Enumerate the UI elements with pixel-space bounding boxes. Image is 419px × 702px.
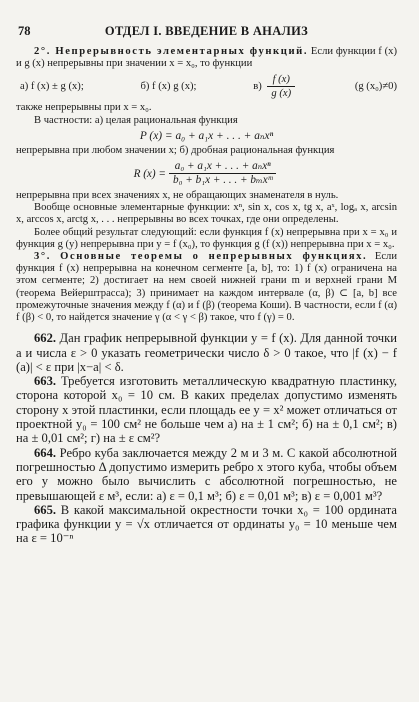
rational-note: непрерывна при всех значениях x, не обращающих знаменателя в нуль. <box>16 190 339 202</box>
polynomial-note: непрерывна при любом значении x; б) дробная рациональная функция <box>16 144 335 156</box>
rational-numerator: a₀ + a₁x + . . . + aₙxⁿ <box>169 160 276 174</box>
page-header <box>16 24 397 40</box>
rational-denominator: b₀ + b₁x + . . . + bₘxᵐ <box>172 174 273 187</box>
problem-text: В какой максимальной окрестности точки x₀ = 100 ордината графика функции y = √x отличается от ординаты y₀ = 10 меньше чем на ε = 10⁻ⁿ <box>16 502 398 546</box>
problem-number: 662. <box>34 331 57 346</box>
rational-fraction <box>169 160 276 187</box>
problem-number: 663. <box>34 374 57 389</box>
section-3-heading: 3°. Основные теоремы о непрерывных функциях. <box>34 251 368 263</box>
problem-number: 664. <box>34 445 57 460</box>
problem-665 <box>16 503 397 546</box>
case-c <box>253 73 298 100</box>
page-body <box>16 46 397 546</box>
section-3 <box>16 251 397 324</box>
case-b: б) f (x) g (x); <box>140 81 197 93</box>
chapter-title: ОТДЕЛ I. ВВЕДЕНИЕ В АНАЛИЗ <box>104 24 309 38</box>
case-c-fraction <box>267 73 295 100</box>
case-a: а) f (x) ± g (x); <box>20 81 84 93</box>
rational-formula <box>16 160 397 187</box>
particular-text: В частности: а) целая рациональная функция <box>34 114 238 126</box>
problem-text: Требуется изготовить металлическую квадратную пластинку, сторона которой x₀ = 10 см. В каких пределах допустимо изменять сторону x этой пластинки, если площадь ее y = x² может отличаться от проектной y₀ = 100 см² не больше чем а) на ± 1 см²; б) на ± 0,1 см²; в) на ± 0,01 см²; г) на ± ε см²? <box>16 374 397 446</box>
section-3-text: Если функция f (x) непрерывна на конечном сегменте [a, b], то: 1) f (x) ограничена на этом сегменте; 2) достигает на нем своей нижней грани m и верхней грани M (теорема Вейерштрасса); 3) принимает на каждом интервале (α, β) ⊂ [a, b] все промежуточные значения между f (α) и f (β) (теорема Коши). В частности, если f (α) f (β) < 0, то найдется значение γ (α < γ < β) такое, что f (γ) = 0. <box>16 251 398 324</box>
case-c-denominator: g (x) <box>271 88 292 100</box>
section-2-intro <box>16 46 397 70</box>
problem-663 <box>16 374 397 445</box>
problem-number: 665. <box>34 502 57 517</box>
case-c-condition: (g (x₀)≠0) <box>354 81 397 93</box>
general-result-text: Более общий результат следующий: если функция f (x) непрерывна при x = x₀ и функция g (y) непрерывна при y = f (x₀), то функция g (f (x)) непрерывна при x = x₀. <box>16 226 397 250</box>
case-c-label: в) <box>253 81 262 93</box>
section-2-heading: 2°. Непрерывность элементарных функций. <box>34 46 309 57</box>
basic-functions-text: Вообще основные элементарные функции: xⁿ, sin x, cos x, tg x, aˣ, logₐ x, arcsin x, arccos x, arctg x, . . . непрерывны во всех точках, где они определены. <box>16 202 397 226</box>
problem-text: Дан график непрерывной функции y = f (x). Для данной точки a и числа ε > 0 указать геометрически число δ > 0 такое, что |f (x) − f (a)| < ε при |x−a| < δ. <box>16 331 397 374</box>
problem-662 <box>16 331 397 374</box>
problem-text: Ребро куба заключается между 2 м и 3 м. С какой абсолютной погрешностью Δ допустимо измерить ребро x этого куба, чтобы объем его y можно было вычислить с абсолютной погрешностью, не превышающей ε м³, если: а) ε = 0,1 м³; б) ε = 0,01 м³; в) ε = 0,001 м³? <box>16 445 397 503</box>
page-number: 78 <box>18 24 31 38</box>
case-c-numerator: f (x) <box>267 73 295 87</box>
rational-lhs: R (x) = <box>133 167 166 180</box>
after-cases-text: также непрерывны при x = x₀. <box>16 102 152 114</box>
continuity-cases <box>20 73 397 100</box>
polynomial-formula: P (x) = a₀ + a₁x + . . . + aₙxⁿ <box>139 129 274 142</box>
section-2-intro-text: Если функции f (x) и g (x) непрерывны при значении x = x₀, то функции <box>16 46 397 70</box>
problem-664 <box>16 446 397 503</box>
